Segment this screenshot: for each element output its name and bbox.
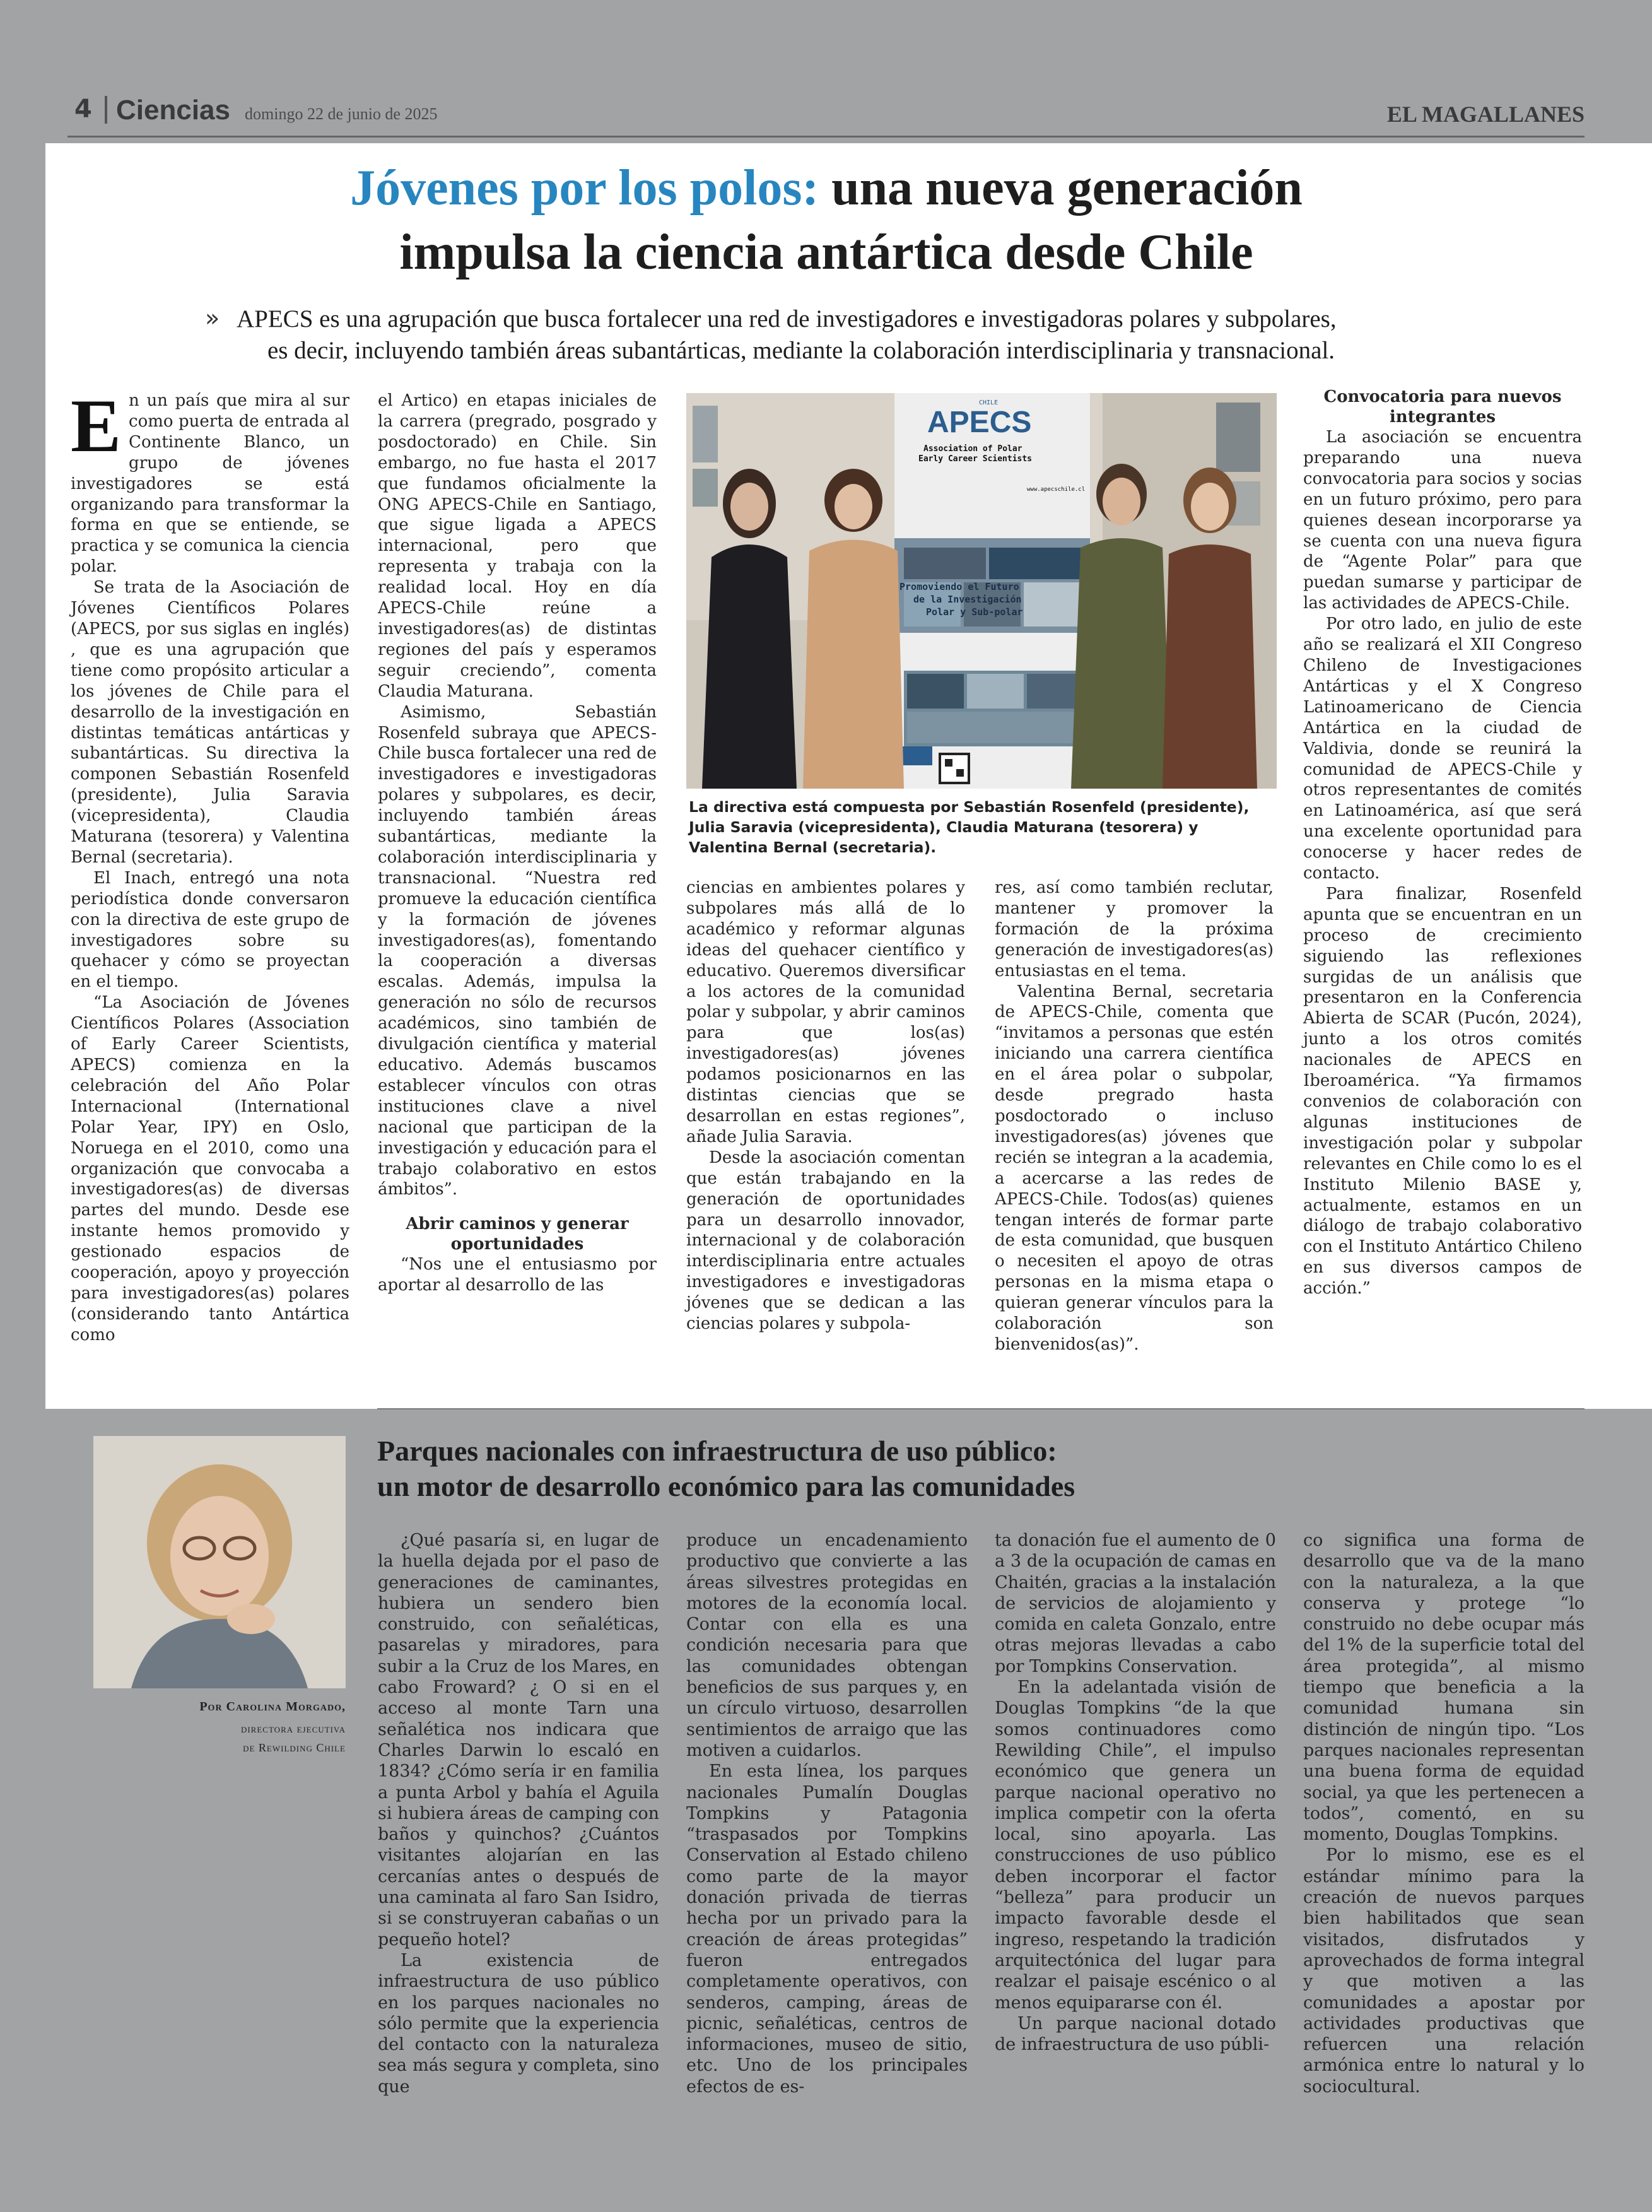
bottom-headline-line-2: un motor de desarrollo económico para las comunidades xyxy=(377,1470,1075,1502)
author-name: Por Carolina Morgado, xyxy=(199,1700,346,1714)
paragraph: ciencias en ambientes polares y subpolares más allá de lo académico y reformar algunas ideas del quehacer científico y educativo. Queremos diversificar a los actores de la comunidad polar y subpolar, y abrir caminos para que los(as) investigadores(as) jóvenes podamos posicionarnos en las distintas ciencias que se desarrollan en estas regiones”, añade Julia Saravia. xyxy=(686,878,965,1146)
bottom-column-3 xyxy=(995,1530,1276,2055)
paragraph: Desde la asociación comentan que están trabajando en la generación de oportunidades para un desarrollo innovador, internacional y de colaboración interdisciplinaria entre actuales investigadores e investigadoras jóvenes que se dedican a las ciencias polares y subpola- xyxy=(686,1148,965,1334)
article-column-4 xyxy=(995,878,1274,1355)
paragraph: “Nos une el entusiasmo por aportar al desarrollo de las xyxy=(378,1255,657,1295)
author-role-line-2: de Rewilding Chile xyxy=(243,1741,346,1754)
paragraph: Para finalizar, Rosenfeld apunta que se encuentran en un proceso de crecimiento siguiendo las reflexiones surgidas de un análisis que presentaron en la Conferencia Abierta de SCAR (Pucón, 2024), junto a los otros comités nacionales de APECS en Iberoamérica. “Ya firmamos convenios de colaboración con algunas instituciones de investigación polar y subpolar relevantes en Chile como lo es el Instituto Milenio BASE y, actualmente, estamos en un diálogo de trabajo colaborativo con el Instituto Antártico Chileno en sus diversos campos de acción.” xyxy=(1303,884,1582,1298)
drop-cap: E xyxy=(71,384,122,468)
deck-line-2: es decir, incluyendo también áreas subantárticas, mediante la colaboración interdisciplinaria y transnacional. xyxy=(267,337,1335,364)
masthead: EL MAGALLANES xyxy=(1386,102,1585,127)
headline-line-1 xyxy=(114,158,1539,218)
headline-accent: Jóvenes por los polos: xyxy=(350,160,819,216)
author-portrait xyxy=(93,1436,346,1688)
photo-illustration xyxy=(686,393,1277,789)
paragraph: “La Asociación de Jóvenes Científicos Polares (Association of Early Career Scientists, APECS) comienza en la celebración del Año Polar Internacional (International Polar Year, IPY) en Oslo, Noruega en el 2010, como una organización que convocaba a investigadores(as) de diversas partes del mundo. Desde ese instante hemos promovido y gestionado espacios de cooperación, apoyo y proyección para investigadores(as) polares (considerando tanto Antártica como xyxy=(71,993,349,1344)
paragraph: En la adelantada visión de Douglas Tompkins “de la que somos continuadores como Rewilding Chile”, el impulso económico que genera un parque nacional operativo no implica competir con la oferta local, sino apoyarla. Las construcciones de uso público deben incorporar el factor “belleza” para producir un impacto favorable desde el ingreso, respetando la tradición arquitectónica del lugar para realzar el paisaje escénico o al menos equipararse con él. xyxy=(995,1678,1276,2013)
banner-web: www.apecschile.cl xyxy=(1027,486,1086,493)
poster-line-2: de la Investigación xyxy=(913,594,1022,605)
bottom-column-1 xyxy=(378,1530,659,2097)
paragraph: Asimismo, Sebastián Rosenfeld subraya que APECS-Chile busca fortalecer una red de investigadores e investigadoras polares y subpolares, es decir, incluyendo también áreas subantárticas, mediante la colaboración interdisciplinaria y transnacional. “Nuestra red promueve la educación científica y la formación de jóvenes investigadores(as), fomentando la cooperación a diversas escalas. Además, impulsa la generación no sólo de recursos académicos, sino también de divulgación científica y material educativo. Además buscamos establecer vínculos con otras instituciones clave a nivel nacional que participan de la investigación y educación para el trabajo colaborativo en estos ámbitos”. xyxy=(378,702,657,1199)
paragraph: produce un encadenamiento productivo que convierte a las áreas silvestres protegidas en motores de la economía local. Contar con ella es una condición necesaria para que las comunidades obtengan beneficios de sus parques y, en un círculo virtuoso, desarrollen sentimientos de arraigo que las motiven a cuidarlos. xyxy=(686,1531,968,1760)
header-divider xyxy=(105,96,107,124)
paragraph: En un país que mira al sur como puerta de entrada al Continente Blanco, un grupo de jóvenes investigadores se está organizando para transformar la forma en que se entiende, se practica y se comunica la ciencia polar. xyxy=(71,384,349,577)
deck-line-1: APECS es una agrupación que busca fortalecer una red de investigadores e investigadoras polares y subpolares, xyxy=(237,305,1337,332)
banner-chile: CHILE xyxy=(979,399,999,406)
paragraph: Se trata de la Asociación de Jóvenes Científicos Polares (APECS, por sus siglas en inglés) , que es una agrupación que tiene como propósito articular a los jóvenes de Chile para el desarrollo de la investigación en distintas temáticas antárticas y subantárticas. Su directiva la componen Sebastián Rosenfeld (presidente), Julia Saravia (vicepresidenta), Claudia Maturana (tesorera) y Valentina Bernal (secretaria). xyxy=(71,578,349,867)
paragraph: res, así como también reclutar, mantener y promover la formación de la próxima generación de investigadores(as) entusiastas en el tema. xyxy=(995,878,1274,980)
paragraph: La existencia de infraestructura de uso público en los parques nacionales no sólo permite que la experiencia del contacto con la naturaleza sea más segura y completa, sino que xyxy=(378,1950,659,2097)
subheading: Convocatoria para nuevos integrantes xyxy=(1323,387,1562,427)
double-chevron-icon: » xyxy=(205,304,220,332)
headline-rest: una nueva generación xyxy=(819,160,1303,216)
section-title: Ciencias xyxy=(116,95,230,126)
banner-logo: APECS xyxy=(927,406,1032,439)
author-role-line-1: directora ejecutiva xyxy=(240,1722,346,1735)
paragraph: El Inach, entregó una nota periodística donde conversaron con la directiva de este grupo de investigadores sobre su quehacer y cómo se proyectan en el tiempo. xyxy=(71,868,349,992)
paragraph: Por lo mismo, ese es el estándar mínimo para la creación de nuevos parques bien habilitados que sean visitados, disfrutados y aprovechados de forma integral y que motiven a las comunidades a apostar por actividades productivas que refuercen una relación armónica entre lo natural y lo sociocultural. xyxy=(1303,1845,1585,2097)
poster-line-1: Promoviendo el Futuro xyxy=(899,581,1019,592)
paragraph: En esta línea, los parques nacionales Pumalín Douglas Tompkins y Patagonia “traspasados por Tompkins Conservation al Estado chileno como parte de la mayor donación privada de tierras hecha por un privado para la creación de áreas protegidas” fueron entregados completamente operativos, con senderos, camping, áreas de picnic, señaléticas, centros de informaciones, museo de sitio, etc. Uno de los principales efectos de es- xyxy=(686,1762,968,2097)
paragraph: el Artico) en etapas iniciales de la carrera (pregrado, posgrado y posdoctorado) en Chile. Sin embargo, no fue hasta el 2017 que fundamos oficialmente la ONG APECS-Chile en Santiago, que sigue ligada a APECS internacional, pero que representa y trabaja con la realidad local. Hoy en día APECS-Chile reúne a investigadores(as) de distintas regiones del país y esperamos seguir creciendo”, comenta Claudia Maturana. xyxy=(378,391,657,701)
article-column-5 xyxy=(1303,387,1582,1299)
headline-line-2: impulsa la ciencia antártica desde Chile xyxy=(399,225,1253,280)
article-column-2 xyxy=(378,391,657,1296)
banner-line-1: Association of Polar xyxy=(923,444,1022,454)
banner-line-2: Early Career Scientists xyxy=(918,454,1033,464)
paragraph: ¿Qué pasaría si, en lugar de la huella dejada por el paso de generaciones de caminantes, hubiera un sendero bien construido, con señaléticas, pasarelas y miradores, para subir a la Cruz de los Mares, en cabo Froward? ¿ O si en el acceso al monte Tarn una señalética nos indicara que Charles Darwin lo escaló en 1834? ¿Cómo sería ir en familia a punta Arbol y bahía el Aguila si hubiera áreas de camping con baños y quinchos? ¿Cuántos visitantes alojarían en las cercanías antes o después de una caminata al faro San Isidro, si se construyeran cabañas o un pequeño hotel? xyxy=(378,1531,659,1950)
issue-date: domingo 22 de junio de 2025 xyxy=(245,105,438,123)
paragraph: Valentina Bernal, secretaria de APECS-Chile, comenta que “invitamos a personas que estén iniciando una carrera científica en el área polar o subpolar, desde pregrado hasta posdoctorado o incluso investigadores(as) jóvenes que recién se integran a la academia, a acercarse a las redes de APECS-Chile. Todos(as) quienes tengan interés de formar parte de esta comunidad, que busquen o necesiten el apoyo de otras personas en la misma etapa o quieran generar vínculos para la colaboración son bienvenidos(as)”. xyxy=(995,982,1274,1354)
paragraph: La asociación se encuentra preparando una nueva convocatoria para socios y socias en un futuro próximo, pero para quienes desean incorporarse ya se cuenta con una nueva figura de “Agente Polar” para que puedan sumarse y participar de las actividades de APECS-Chile. xyxy=(1303,428,1582,613)
paragraph: ta donación fue el aumento de 0 a 3 de la ocupación de camas en Chaitén, gracias a la instalación de servicios de alojamiento y comida en caleta Gonzalo, entre otras mejoras llevadas a cabo por Tompkins Conservation. xyxy=(995,1531,1276,1676)
bottom-column-4 xyxy=(1303,1530,1585,2097)
bottom-headline-line-1: Parques nacionales con infraestructura de uso público: xyxy=(377,1435,1057,1467)
poster-line-3: Polar y Sub-polar xyxy=(926,606,1023,618)
subheading: Abrir caminos y generar oportunidades xyxy=(406,1215,629,1254)
paragraph: Un parque nacional dotado de infraestructura de uso públi- xyxy=(995,2013,1276,2055)
article-column-1 xyxy=(71,384,349,1346)
bottom-column-2 xyxy=(686,1530,968,2097)
page-number: 4 xyxy=(74,95,92,124)
paragraph: Por otro lado, en julio de este año se realizará el XII Congreso Chileno de Investigaciones Antárticas y el X Congreso Latinoamericano de Ciencia Antártica en la ciudad de Valdivia, donde se reunirá la comunidad de APECS-Chile y otros representantes de comités en Latinoamérica, así que será una excelente oportunidad para conocerse y hacer redes de contacto. xyxy=(1303,615,1582,883)
paragraph: co significa una forma de desarrollo que va de la mano con la naturaleza, a la que conserva y protege “lo construido no debe ocupar más del 1% de la superficie total del área protegida”, al mismo tiempo que beneficia a la comunidad humana sin distinción de ningún tipo. “Los parques nacionales representan una buena forma de equidad social, ya que les pertenecen a todos”, comentó, en su momento, Douglas Tompkins. xyxy=(1303,1531,1585,1845)
header-rule xyxy=(67,136,1585,138)
photo-caption: La directiva está compuesta por Sebastián Rosenfeld (presidente), Julia Saravia (vicepresidenta), Claudia Maturana (tesorera) y Valentina Bernal (secretaria). xyxy=(689,798,1250,856)
bottom-article-rule xyxy=(377,1408,1585,1409)
article-column-3 xyxy=(686,878,965,1334)
group-photo xyxy=(686,393,1277,789)
author-photo xyxy=(93,1436,346,1688)
